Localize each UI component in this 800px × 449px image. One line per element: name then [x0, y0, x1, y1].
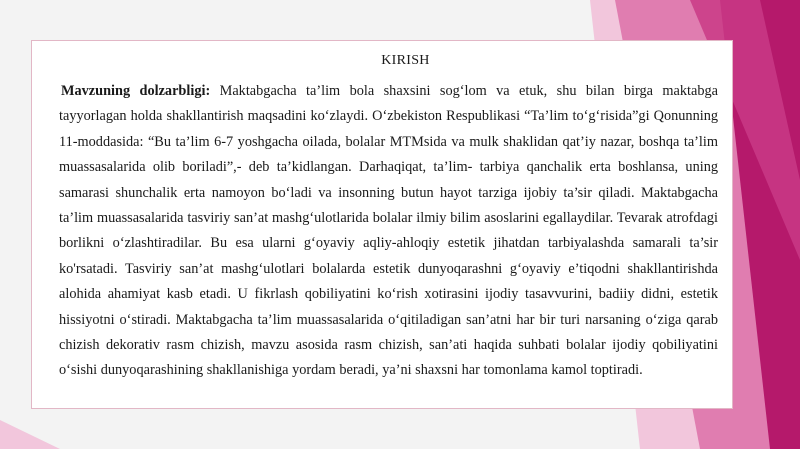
body-text: Maktabgacha ta’lim bola shaxsini sog‘lom va etuk, shu bilan birga maktabga tayyorlagan holda shakllantirish maqsadini ko‘zlaydi. O‘zbekiston Respublikasi “Ta’lim to‘g‘risida”gi Qonunning 11-moddasida: “Bu ta’lim 6-7 yoshgacha oilada, bolalar MTMsida va mulk shaklidan qat’iy nazar, boshqa ta’lim muassasalarida olib boriladi”,- deb ta’kidlangan. Darhaqiqat, ta’lim- tarbiya qanchalik erta boshlansa, uning samarasi shunchalik erta namoyon bo‘ladi va insonning butun hayot tarziga ijobiy ta’sir qiladi. Maktabgacha ta’lim muassasalarida tasviriy san’at mashg‘ulotlarida bolalar ilmiy bilim asoslarini egallaydilar. Tevarak atrofdagi borlikni o‘zlashtiradilar. Bu esa ularni g‘oyaviy aqliy-ahloqiy estetik jihatdan tarbiyalashda samarali ta’sir ko'rsatadi. Tasviriy san’at mashg‘ulotlari bolalarda estetik dunyoqarashni g‘oyaviy e’tiqodni shakllantirishda alohida ahamiyat kasb etadi. U fikrlash qobiliyatini ko‘rish xotirasini ijodiy tasavvurini, badiiy didni, estetik hissiyotni o‘stiradi. Maktabgacha ta’lim muassasalarida o‘qitiladigan san’atni har bir turi narsaning o‘ziga qarab chizish dekorativ rasm chizish, mavzu asosida rasm chizish, san’ati haqida suhbati bolalar ijodiy qobiliyatini o‘sishi dunyoqarashining shakllanishiga yordam beradi, ya’ni shaxsni har tomonlama kamol toptiradi. — [59, 83, 719, 379]
slide-heading: KIRISH — [381, 53, 430, 68]
body-paragraph — [59, 79, 722, 384]
lead-label: Mavzuning dolzarbligi: — [61, 83, 211, 99]
content-box — [31, 40, 733, 409]
shape-corner-pink — [0, 420, 60, 449]
